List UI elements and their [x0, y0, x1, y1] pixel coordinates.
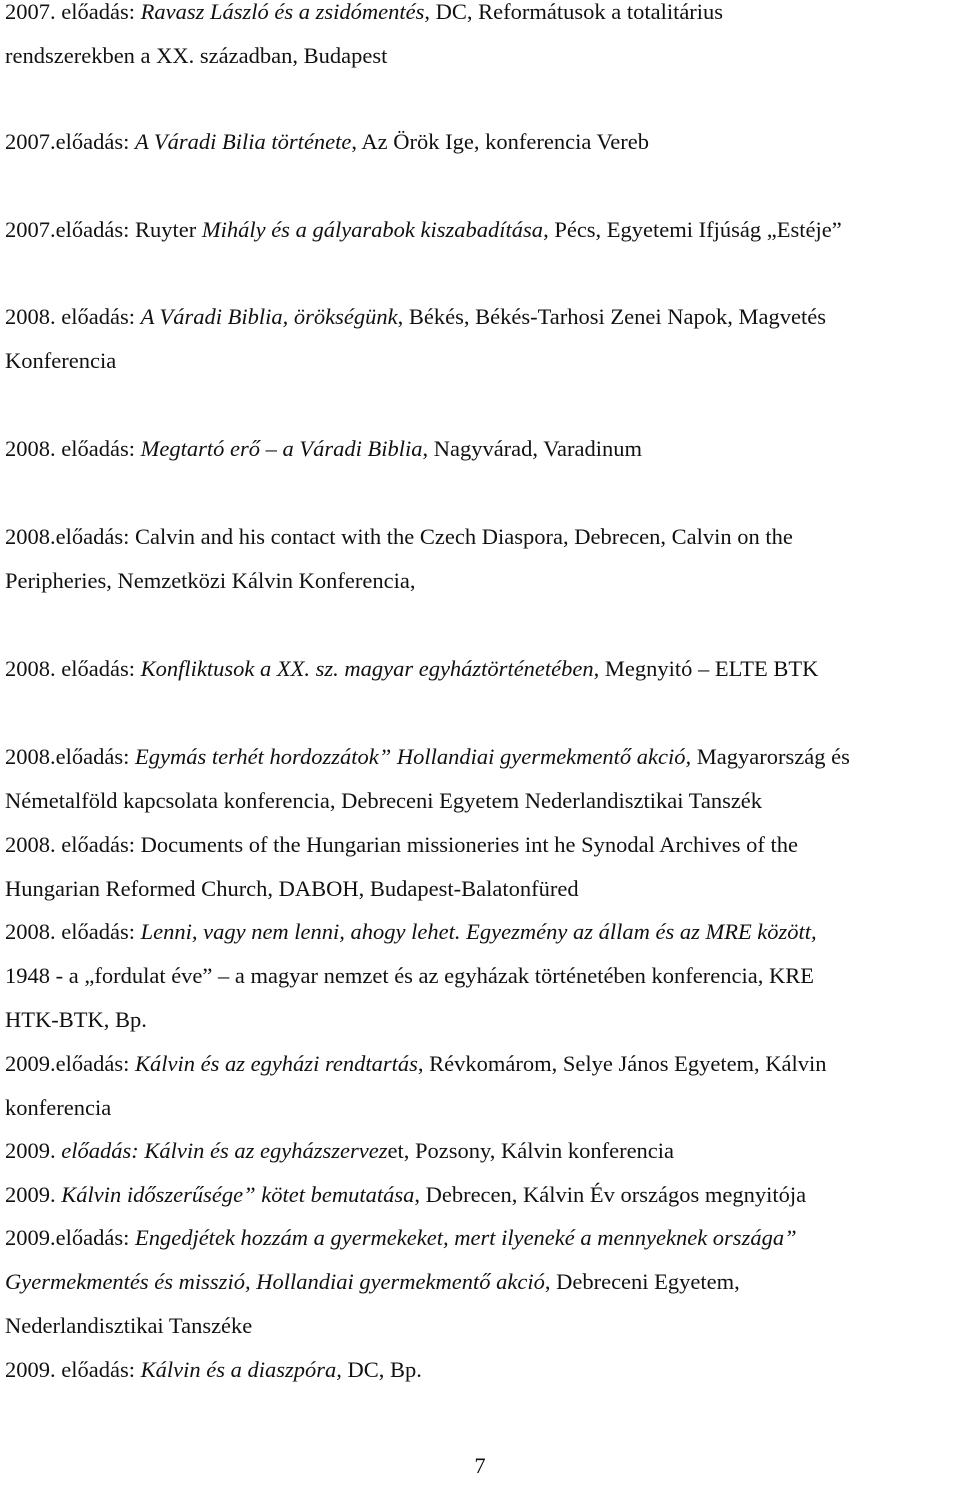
lecture-title: Mihály és a gályarabok kiszabadítása — [201, 217, 544, 242]
lecture-text: DC, Bp. — [341, 1357, 422, 1382]
lecture-text: Hungarian Reformed Church, DABOH, Budapest-Balatonfüred — [5, 876, 579, 901]
lecture-title: Engedjétek hozzám a gyermekeket, mert ilyeneké a mennyeknek országa” — [134, 1225, 797, 1250]
lecture-text: 2008. előadás: — [5, 656, 141, 681]
lecture-entry-line — [5, 954, 960, 998]
lecture-text: Magyarország és — [691, 744, 850, 769]
lecture-entry-line — [5, 823, 960, 867]
lecture-text: konferencia — [5, 1095, 112, 1120]
lecture-entry-line — [5, 427, 960, 471]
lecture-title: Kálvin és az egyházi rendtartás — [134, 1051, 418, 1076]
page-number: 7 — [474, 1453, 486, 1478]
lecture-title: Egymás terhét hordozzátok” Hollandiai gyermekmentő akció, — [134, 744, 692, 769]
lecture-text: Németalföld kapcsolata konferencia, Debreceni Egyetem Nederlandisztikai Tanszék — [5, 788, 763, 813]
lecture-text: , Az Örök Ige, konferencia Vereb — [351, 129, 649, 154]
lecture-title: Ravasz László és a zsidómentés — [140, 0, 425, 24]
lecture-title: Megtartó erő – a Váradi Biblia — [140, 436, 423, 461]
lecture-text: , Megnyitó – ELTE BTK — [593, 656, 819, 681]
lecture-entry-line — [5, 34, 960, 78]
lecture-text: , Békés, Békés-Tarhosi Zenei Napok, Magvetés — [397, 304, 826, 329]
lecture-text: 1948 - a „fordulat éve” – a magyar nemzet és az egyházak történetében konferencia, KRE — [5, 963, 814, 988]
lecture-text: , Debrecen, Kálvin Év országos megnyitója — [414, 1182, 807, 1207]
lecture-text: 2008.előadás: Calvin and his contact with the Czech Diaspora, Debrecen, Calvin on the — [5, 524, 793, 549]
lecture-entry-line — [5, 1129, 960, 1173]
lecture-text: 2009.előadás: — [5, 1051, 135, 1076]
lecture-entry-line — [5, 1348, 960, 1392]
lecture-entry-line — [5, 1086, 960, 1130]
lecture-entry-line — [5, 867, 960, 911]
lecture-text: 2007.előadás: — [5, 129, 135, 154]
lecture-text: 2008. előadás: — [5, 304, 141, 329]
lecture-title: Gyermekmentés és misszió, Hollandiai gyermekmentő akció — [5, 1269, 545, 1294]
lecture-entry-line — [5, 779, 960, 823]
lecture-text: , DC, Reformátusok a totalitárius — [424, 0, 724, 24]
lecture-text: Peripheries, Nemzetközi Kálvin Konferencia, — [5, 568, 416, 593]
lecture-entry-line — [5, 339, 960, 383]
lecture-entry-line — [5, 1260, 960, 1304]
lecture-title: Konfliktusok a XX. sz. magyar egyháztörténetében — [140, 656, 594, 681]
lecture-title: Kálvin időszerűsége” kötet bemutatása — [61, 1182, 415, 1207]
lecture-text: 2008.előadás: — [5, 744, 135, 769]
lecture-entry-line — [5, 998, 960, 1042]
lecture-text: 2009. előadás: — [5, 1357, 141, 1382]
lecture-title: előadás: Kálvin és az egyházszervez — [61, 1138, 388, 1163]
lecture-entry-line — [5, 1216, 960, 1260]
lecture-entry-line — [5, 1173, 960, 1217]
lecture-text: 2009. — [5, 1138, 62, 1163]
lecture-text: HTK-BTK, Bp. — [5, 1007, 147, 1032]
lecture-text: , Révkomárom, Selye János Egyetem, Kálvin — [417, 1051, 827, 1076]
lecture-title: Kálvin és a diaszpóra, — [140, 1357, 342, 1382]
lecture-entry-line — [5, 559, 960, 603]
lecture-title: A Váradi Biblia, örökségünk — [140, 304, 398, 329]
lecture-entry-line — [5, 295, 960, 339]
lecture-entry-line — [5, 1042, 960, 1086]
lecture-entry-line — [5, 120, 960, 164]
lecture-text: , Nagyvárad, Varadinum — [422, 436, 642, 461]
lecture-entry-line — [5, 910, 960, 954]
lecture-text: et, Pozsony, Kálvin konferencia — [387, 1138, 675, 1163]
lecture-text: , Pécs, Egyetemi Ifjúság „Estéje” — [543, 217, 842, 242]
lecture-entry-line — [5, 735, 960, 779]
lecture-text: rendszerekben a XX. században, Budapest — [5, 43, 388, 68]
lecture-entry-line — [5, 0, 960, 34]
lecture-text: 2008. előadás: — [5, 436, 141, 461]
lecture-text: 2008. előadás: — [5, 919, 141, 944]
lecture-text: 2007. előadás: — [5, 0, 141, 24]
lecture-text: 2009. — [5, 1182, 62, 1207]
lecture-entry-line — [5, 515, 960, 559]
lecture-text: 2007.előadás: Ruyter — [5, 217, 202, 242]
lecture-entry-line — [5, 1304, 960, 1348]
lecture-text: 2008. előadás: Documents of the Hungarian missioneries int he Synodal Archives of the — [5, 832, 798, 857]
lecture-entry-line — [5, 647, 960, 691]
lecture-entry-line — [5, 208, 960, 252]
lecture-title: A Váradi Bilia története — [134, 129, 352, 154]
lecture-text: 2009.előadás: — [5, 1225, 135, 1250]
lecture-text: , Debreceni Egyetem, — [544, 1269, 740, 1294]
lecture-title: Lenni, vagy nem lenni, ahogy lehet. Egyezmény az állam és az MRE között, — [140, 919, 817, 944]
lecture-text: Konferencia — [5, 348, 117, 373]
lecture-text: Nederlandisztikai Tanszéke — [5, 1313, 253, 1338]
